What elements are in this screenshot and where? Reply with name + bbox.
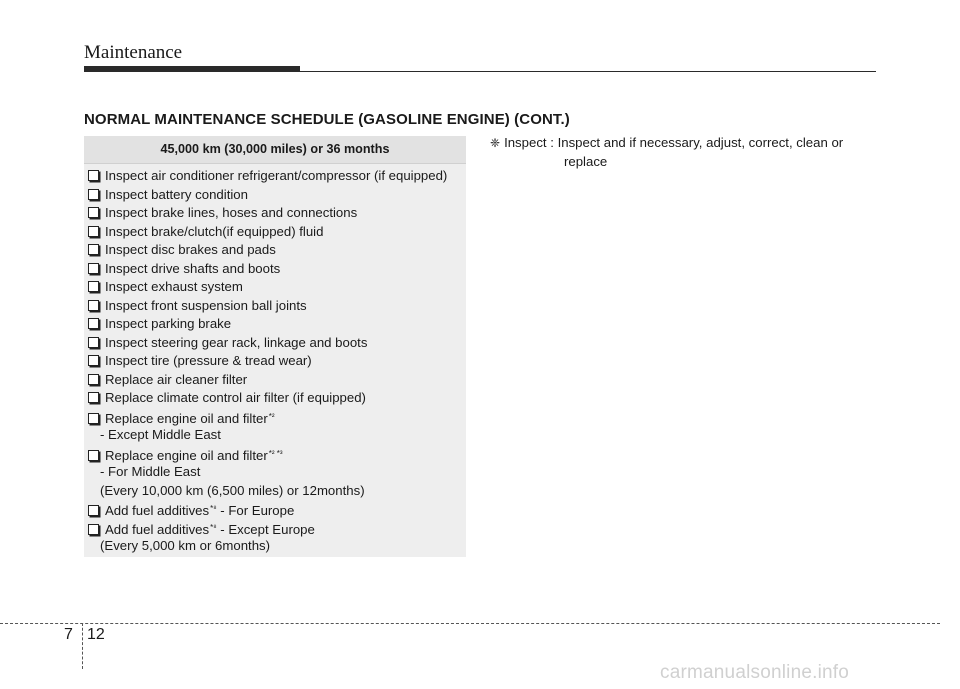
list-item-text: Replace engine oil and filter <box>105 410 268 426</box>
list-item-continuation <box>84 482 466 501</box>
list-item-text: Inspect parking brake <box>105 316 232 331</box>
checkbox-icon <box>88 337 99 348</box>
list-item-suffix: - Except Europe <box>216 521 315 537</box>
checkbox-icon <box>88 355 99 366</box>
list-item <box>84 445 466 464</box>
list-item <box>84 167 466 186</box>
list-item-text: Inspect air conditioner refrigerant/compressor (if equipped) <box>105 168 448 183</box>
schedule-table <box>84 136 466 557</box>
legend-line-1 <box>490 134 878 153</box>
list-item <box>84 278 466 297</box>
list-item-continuation <box>84 426 466 445</box>
list-item <box>84 241 466 260</box>
list-item <box>84 260 466 279</box>
checkbox-icon <box>88 392 99 403</box>
footnote-marker: *⁸ <box>210 504 217 513</box>
checkbox-icon <box>88 189 99 200</box>
list-item <box>84 204 466 223</box>
list-item-text: - Except Middle East <box>100 427 221 442</box>
list-item <box>84 500 466 519</box>
list-item-text: Replace engine oil and filter <box>105 447 268 463</box>
footnote-marker: *⁸ <box>210 522 217 532</box>
schedule-heading: NORMAL MAINTENANCE SCHEDULE (GASOLINE ENGINE) (CONT.) <box>84 111 570 128</box>
title-bar <box>84 66 300 72</box>
list-item-text: Add fuel additives <box>105 503 210 518</box>
footnote-marker: *² *³ <box>268 448 283 458</box>
legend-symbol: ❈ <box>490 136 501 150</box>
checkbox-icon <box>88 300 99 311</box>
list-item-text: Replace air cleaner filter <box>105 371 248 387</box>
footer-page-separator <box>82 623 83 669</box>
list-item-text: (Every 10,000 km (6,500 miles) or 12months) <box>100 482 365 498</box>
chapter-number: 7 <box>64 626 73 643</box>
checkbox-icon <box>88 505 99 516</box>
footnote-marker: *² <box>268 411 275 421</box>
checkbox-icon <box>88 244 99 255</box>
list-item-text: Inspect steering gear rack, linkage and boots <box>105 334 368 350</box>
list-item-continuation <box>84 537 466 556</box>
list-item-text: (Every 5,000 km or 6months) <box>100 538 271 553</box>
legend <box>490 134 878 170</box>
checkbox-icon <box>88 374 99 385</box>
list-item <box>84 389 466 408</box>
checkbox-icon <box>88 226 99 237</box>
list-item <box>84 371 466 390</box>
legend-text: Inspect : Inspect and if necessary, adjust, correct, clean or <box>504 135 844 150</box>
list-item <box>84 315 466 334</box>
list-item <box>84 519 466 538</box>
footer-divider <box>0 623 940 624</box>
checkbox-icon <box>88 207 99 218</box>
list-item-continuation <box>84 463 466 482</box>
list-item-text: Inspect brake/clutch(if equipped) fluid <box>105 223 324 239</box>
list-item-text: Inspect exhaust system <box>105 279 243 294</box>
list-item-text: Inspect disc brakes and pads <box>105 242 276 257</box>
item-list <box>84 164 466 556</box>
checkbox-icon <box>88 170 99 181</box>
list-item-suffix: - For Europe <box>216 503 295 518</box>
list-item <box>84 223 466 242</box>
legend-line-2: replace <box>564 153 608 169</box>
list-item-text: Inspect brake lines, hoses and connections <box>105 205 358 220</box>
list-item <box>84 408 466 427</box>
checkbox-icon <box>88 450 99 461</box>
list-item-text: Replace climate control air filter (if equipped) <box>105 390 366 405</box>
list-item-text: Inspect tire (pressure & tread wear) <box>105 353 312 368</box>
watermark: carmanualsonline.info <box>660 662 850 683</box>
list-item <box>84 186 466 205</box>
checkbox-icon <box>88 413 99 424</box>
checkbox-icon <box>88 281 99 292</box>
list-item-text: Inspect battery condition <box>105 186 248 202</box>
list-item <box>84 352 466 371</box>
list-item-text: - For Middle East <box>100 464 201 479</box>
list-item-text: Inspect front suspension ball joints <box>105 297 307 313</box>
checkbox-icon <box>88 524 99 535</box>
list-item-text: Add fuel additives <box>105 521 210 537</box>
list-item <box>84 334 466 353</box>
checkbox-icon <box>88 318 99 329</box>
list-item <box>84 297 466 316</box>
page-number: 12 <box>87 626 105 643</box>
table-header: 45,000 km (30,000 miles) or 36 months <box>84 136 466 164</box>
list-item-text: Inspect drive shafts and boots <box>105 260 281 276</box>
title-rule <box>300 71 876 72</box>
section-title: Maintenance <box>84 42 183 63</box>
checkbox-icon <box>88 263 99 274</box>
